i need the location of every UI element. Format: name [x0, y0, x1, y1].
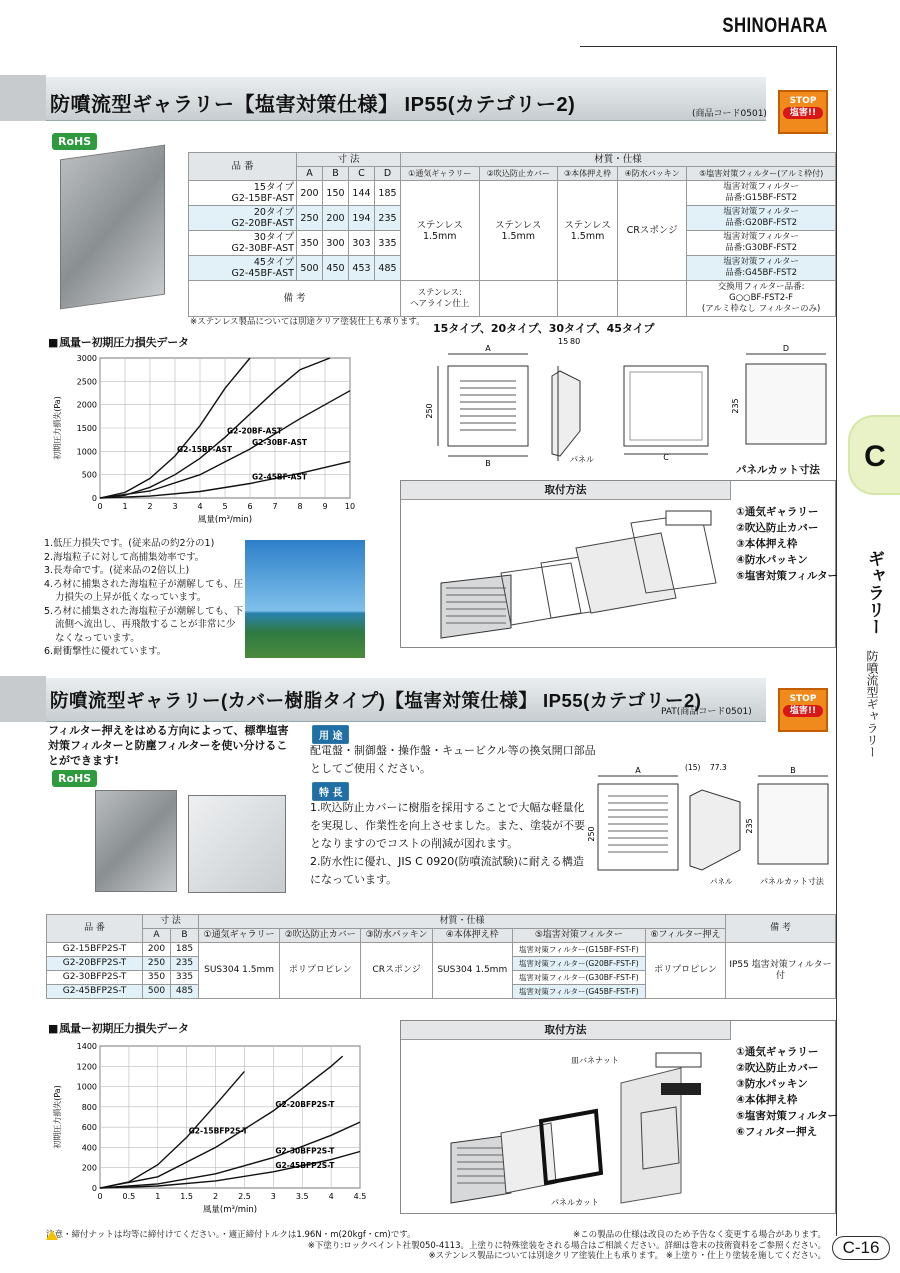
- cell-filter-a: 塩害対策フィルター: [723, 207, 799, 217]
- th-mat-3: ③本体押え枠: [558, 167, 618, 181]
- cell-mat-4: CRスポンジ: [618, 181, 687, 281]
- legend-item: ③本体押え枠: [736, 538, 798, 550]
- header-rule: [580, 46, 836, 47]
- dim-15-label: 15: [558, 337, 569, 346]
- cell2-mat-2: ポリプロピレン: [280, 943, 361, 999]
- section2-band-left: [0, 676, 46, 722]
- dim2-77-label: 77.3: [710, 763, 727, 772]
- y-tick-label: 2500: [76, 377, 97, 387]
- dim2-b-label: B: [790, 766, 796, 775]
- th-mat-4: ④防水パッキン: [618, 167, 687, 181]
- dim-c-label: C: [663, 453, 669, 462]
- section1-code: (商品コード0501): [692, 109, 767, 119]
- panel-label-1: パネル: [570, 455, 594, 464]
- cell-filter-b: 品番:G20BF-FST2: [725, 218, 798, 228]
- th-dim-c: C: [349, 167, 375, 181]
- cell: 485: [375, 256, 401, 281]
- pcut-label: パネルカット: [551, 1198, 599, 1207]
- y-tick-label: 200: [81, 1163, 97, 1173]
- row-model: G2-20BF-AST: [231, 218, 294, 229]
- table-row: [47, 943, 836, 957]
- cell: 150: [323, 181, 349, 206]
- section1-band-left: [0, 75, 46, 121]
- spec-table-2: [46, 914, 836, 999]
- row-type: 15タイプ: [253, 182, 294, 193]
- x-tick-label: 3: [270, 1192, 276, 1201]
- cell-filter: 塩害対策フィルター(G20BF-FST-F): [512, 957, 645, 971]
- legend-item: ④本体押え枠: [736, 1094, 798, 1106]
- th-hinban-2: 品 番: [47, 915, 143, 943]
- th2-mat-2: ②吹込防止カバー: [280, 929, 361, 943]
- x-tick-label: 9: [322, 502, 328, 511]
- footer-notes: [46, 1230, 826, 1262]
- category-tab: C: [848, 415, 900, 495]
- chart-2: [48, 1040, 368, 1220]
- tokucho-list: [310, 799, 590, 889]
- tokucho-badge: 特 長: [312, 782, 349, 801]
- install-title-1: 取付方法: [401, 481, 731, 500]
- y-axis-label: 初期圧力損失(Pa): [53, 1085, 62, 1149]
- x-tick-label: 0: [97, 1192, 103, 1201]
- cell: 350: [297, 231, 323, 256]
- dim-b-label: B: [485, 459, 491, 468]
- dim-250-label: 250: [425, 403, 434, 419]
- table-row: [189, 181, 836, 206]
- legend-item: ③防水パッキン: [736, 1078, 808, 1090]
- row-model: G2-15BF-AST: [231, 193, 294, 204]
- cell: 185: [375, 181, 401, 206]
- rohs-badge-1: RoHS: [52, 133, 97, 150]
- graph1-title: ■ 風量ー初期圧力損失データ: [48, 334, 189, 350]
- page-number: C-16: [832, 1236, 890, 1260]
- th-mat-5: ⑤塩害対策フィルター(アルミ枠付): [687, 167, 836, 181]
- install-legend-1: [736, 504, 838, 584]
- cell-filter-a: 塩害対策フィルター: [723, 232, 799, 242]
- y-tick-label: 400: [81, 1143, 97, 1153]
- spec-table-1: [188, 152, 836, 317]
- stop-badge-2: STOP 塩害!!: [778, 688, 828, 732]
- cell: 200: [143, 943, 171, 957]
- x-axis-label: 風量(m³/min): [197, 515, 253, 525]
- category-label: ギャラリー: [864, 550, 884, 635]
- th2-mat-3: ③防水パッキン: [361, 929, 432, 943]
- series-label: G2-15BF-AST: [177, 445, 232, 454]
- series-label: G2-15BFP2S-T: [188, 1126, 248, 1136]
- cell-filter-a: 塩害対策フィルター: [723, 257, 799, 267]
- cell-filter-b: 品番:G15BF-FST2: [725, 193, 798, 203]
- cell-filter: 塩害対策フィルター(G45BF-FST-F): [512, 985, 645, 999]
- th2-dim-b: B: [171, 929, 199, 943]
- series-label: G2-20BF-AST: [227, 426, 282, 436]
- cell: 235: [375, 206, 401, 231]
- x-tick-label: 2: [147, 502, 153, 511]
- sara-label: 皿バネナット: [571, 1056, 619, 1065]
- x-tick-label: 8: [297, 502, 303, 511]
- feature-item: 4.ろ材に捕集された海塩粒子が潮解しても、圧力損失の上昇が低くなっています。: [44, 578, 244, 603]
- cell-biko-5c: (アルミ枠なし フィルターのみ): [701, 304, 821, 314]
- feature-item: 6.耐衝撃性に優れています。: [44, 646, 167, 657]
- cell: 335: [171, 971, 199, 985]
- tokucho-item: 1.吹込防止カバーに樹脂を採用することで大幅な軽量化を実現し、作業性を向上させました。また、塗装が不要となりますのでコストの削減が図れます。: [310, 801, 585, 850]
- product-photo-1: [60, 145, 165, 310]
- cell-model: G2-45BFP2S-T: [47, 985, 143, 999]
- legend-item: ①通気ギャラリー: [736, 506, 819, 518]
- cell: 250: [143, 957, 171, 971]
- th-zaishitsu: 材質・仕様: [401, 153, 836, 167]
- y-tick-label: 1000: [76, 447, 97, 457]
- cell-filter: 塩害対策フィルター(G30BF-FST-F): [512, 971, 645, 985]
- stop-badge-1: STOP 塩害!!: [778, 90, 828, 134]
- cell: 453: [349, 256, 375, 281]
- cell: 194: [349, 206, 375, 231]
- cell-model: G2-15BFP2S-T: [47, 943, 143, 957]
- cell: 350: [143, 971, 171, 985]
- section2-code: PAT(商品コード0501): [661, 707, 752, 717]
- th-mat-1: ①通気ギャラリー: [401, 167, 480, 181]
- th2-mat-6: ⑥フィルター押え: [645, 929, 725, 943]
- dim-d-label: D: [782, 344, 790, 353]
- legend-item: ⑤塩害対策フィルター: [736, 1110, 839, 1122]
- th-dim-d: D: [375, 167, 401, 181]
- row-model: G2-30BF-AST: [231, 243, 294, 254]
- y-tick-label: 1000: [76, 1082, 97, 1092]
- panel-cut-title-2: パネルカット寸法: [760, 877, 824, 886]
- x-tick-label: 3.5: [295, 1192, 309, 1201]
- y-tick-label: 600: [81, 1123, 97, 1133]
- dim2-15-label: (15): [685, 763, 701, 772]
- feature-item: 1.低圧力損失です。(従来品の約2分の1): [44, 538, 215, 549]
- y-tick-label: 0: [91, 494, 97, 503]
- feature-item: 5.ろ材に捕集された海塩粒子が潮解しても、下流側へ流出し、再飛散することが非常に少なくなっています。: [44, 605, 244, 644]
- wind-turbine-photo: [245, 540, 365, 658]
- th-hinban: 品 番: [189, 153, 297, 181]
- features-list-1: [44, 537, 244, 659]
- cell: 200: [323, 206, 349, 231]
- th2-dim-a: A: [143, 929, 171, 943]
- y-tick-label: 0: [91, 1184, 97, 1193]
- dim-a-label: A: [485, 344, 491, 353]
- y-tick-label: 1500: [76, 424, 97, 433]
- dim-235-label: 235: [731, 398, 740, 414]
- cell: 300: [323, 231, 349, 256]
- cell2-mat-1: SUS304 1.5mm: [199, 943, 280, 999]
- dims1-title: 15タイプ、20タイプ、30タイプ、45タイプ: [433, 322, 655, 335]
- x-tick-label: 6: [247, 502, 253, 511]
- cell: 303: [349, 231, 375, 256]
- y-tick-label: 3000: [76, 354, 97, 363]
- cell-model: G2-20BFP2S-T: [47, 957, 143, 971]
- panel-label-2: パネル: [710, 877, 733, 886]
- cell-filter-b: 品番:G30BF-FST2: [725, 243, 798, 253]
- x-tick-label: 2.5: [238, 1192, 251, 1201]
- panel-cut-title-1: パネルカット寸法: [736, 464, 820, 476]
- x-tick-label: 4.5: [353, 1192, 367, 1201]
- y-tick-label: 800: [81, 1102, 97, 1112]
- dim-80-label: 80: [570, 337, 581, 346]
- legend-item: ②吹込防止カバー: [736, 1062, 819, 1074]
- graph2-title: ■ 風量ー初期圧力損失データ: [48, 1020, 189, 1036]
- y-tick-label: 2000: [76, 400, 97, 410]
- x-axis-label: 風量(m³/min): [202, 1205, 258, 1215]
- th2-mat-4: ④本体押え枠: [432, 929, 512, 943]
- product-photo-2a: [95, 790, 177, 892]
- row-type: 30タイプ: [253, 232, 294, 243]
- cell-mat-3: ステンレス 1.5mm: [558, 181, 618, 281]
- dim2-a-label: A: [635, 766, 641, 775]
- footer-line-2: ※下塗り:ロックペイント社製050-4113。上塗りに特殊塗装をされる場合はご相談ください。詳細は巻末の技術資料をご参照ください。: [307, 1240, 826, 1251]
- table1-note: ※ステンレス製品については別途クリア塗装仕上も承ります。: [190, 317, 425, 327]
- cell2-mat-6: ポリプロピレン: [645, 943, 725, 999]
- category-sub-label: 防噴流型ギャラリー: [865, 650, 879, 758]
- install-title-2: 取付方法: [401, 1021, 731, 1040]
- cell2-mat-3: CRスポンジ: [361, 943, 432, 999]
- x-tick-label: 4: [328, 1192, 334, 1201]
- th2-mat-5: ⑤塩害対策フィルター: [512, 929, 645, 943]
- x-tick-label: 3: [172, 502, 178, 511]
- x-tick-label: 1: [155, 1192, 161, 1201]
- row-model: G2-45BF-AST: [231, 268, 294, 279]
- install-legend-2: [736, 1044, 838, 1140]
- cell: 185: [171, 943, 199, 957]
- cell-mat-1: ステンレス 1.5mm: [401, 181, 480, 281]
- install-diagram-1: [431, 503, 721, 643]
- dim2-250-label: 250: [587, 826, 596, 842]
- yoto-text: 配電盤・制御盤・操作盤・キュービクル等の換気開口部品としてご使用ください。: [310, 744, 596, 775]
- cell-model: G2-30BFP2S-T: [47, 971, 143, 985]
- section2-title: 防噴流型ギャラリー(カバー樹脂タイプ)【塩害対策仕様】 IP55(カテゴリー2): [50, 690, 702, 711]
- chart-1: [48, 352, 358, 530]
- product-photo-2b: [188, 795, 286, 893]
- x-tick-label: 2: [213, 1192, 219, 1201]
- footer-line-1r: ※この製品の仕様は改良のため予告なく変更する場合があります。: [573, 1230, 826, 1240]
- cell: 485: [171, 985, 199, 999]
- yoto-badge: 用 途: [312, 725, 349, 744]
- brand-logo: SHINOHARA: [722, 14, 828, 37]
- cell: 335: [375, 231, 401, 256]
- cell: 144: [349, 181, 375, 206]
- cell: 235: [171, 957, 199, 971]
- x-tick-label: 0: [97, 502, 103, 511]
- series-label: G2-20BFP2S-T: [275, 1099, 335, 1109]
- cell-filter-b: 品番:G45BF-FST2: [725, 268, 798, 278]
- row-type: 20タイプ: [253, 207, 294, 218]
- x-tick-label: 5: [222, 502, 228, 511]
- row-type: 45タイプ: [253, 257, 294, 268]
- x-tick-label: 1: [122, 502, 128, 511]
- y-tick-label: 1400: [76, 1042, 97, 1051]
- cell-biko: 備 考: [189, 281, 401, 317]
- dimension-drawing-2: [587, 762, 830, 890]
- tokucho-item: 2.防水性に優れ、JIS C 0920(防噴流試験)に耐える構造になっています。: [310, 855, 584, 886]
- legend-item: ⑤塩害対策フィルター: [736, 570, 839, 582]
- legend-item: ⑥フィルター押え: [736, 1126, 818, 1138]
- feature-item: 2.海塩粒子に対して高捕集効率です。: [44, 551, 205, 563]
- footer-line-3r: ※上塗り・仕上り塗装を施してください。: [665, 1251, 826, 1261]
- legend-item: ④防水パッキン: [736, 554, 808, 566]
- footer-line-3: ※ステンレス製品については別途クリア塗装仕上も承ります。: [428, 1251, 664, 1261]
- th-dim-b: B: [323, 167, 349, 181]
- series-label: G2-30BF-AST: [252, 438, 307, 447]
- x-tick-label: 4: [197, 502, 203, 511]
- th-sunpo: 寸 法: [297, 153, 401, 167]
- legend-item: ②吹込防止カバー: [736, 522, 819, 534]
- rohs-badge-2: RoHS: [52, 770, 97, 787]
- cell: 500: [143, 985, 171, 999]
- cell-biko-5b: G○○BF-FST2-F: [729, 293, 794, 303]
- section1-title: 防噴流型ギャラリー【塩害対策仕様】 IP55(カテゴリー2): [50, 94, 576, 116]
- cell-filter: 塩害対策フィルター(G15BF-FST-F): [512, 943, 645, 957]
- y-tick-label: 1200: [76, 1062, 97, 1072]
- th-mat-2: ②吹込防止カバー: [479, 167, 558, 181]
- x-tick-label: 10: [344, 502, 356, 511]
- cell: 250: [297, 206, 323, 231]
- legend-item: ①通気ギャラリー: [736, 1046, 819, 1058]
- x-tick-label: 0.5: [122, 1192, 136, 1201]
- warning-icon: [46, 1230, 58, 1240]
- dimension-drawing-1: [420, 336, 840, 476]
- x-tick-label: 1.5: [180, 1192, 194, 1201]
- series-label: G2-45BFP2S-T: [275, 1160, 335, 1170]
- cell: 450: [323, 256, 349, 281]
- feature-item: 3.長寿命です。(従来品の2倍以上): [44, 565, 190, 576]
- x-tick-label: 7: [272, 502, 278, 511]
- cell: 500: [297, 256, 323, 281]
- th-dim-a: A: [297, 167, 323, 181]
- cell-biko-5a: 交換用フィルター品番:: [717, 282, 805, 292]
- cell-mat-2: ステンレス 1.5mm: [479, 181, 558, 281]
- cell2-mat-4: SUS304 1.5mm: [432, 943, 512, 999]
- cell: 200: [297, 181, 323, 206]
- cell-filter-a: 塩害対策フィルター: [723, 182, 799, 192]
- y-axis-label: 初期圧力損失(Pa): [53, 396, 62, 460]
- th-biko-2: 備 考: [726, 915, 836, 943]
- th-zaishitsu-2: 材質・仕様: [199, 915, 726, 929]
- th2-mat-1: ①通気ギャラリー: [199, 929, 280, 943]
- series-label: G2-30BFP2S-T: [275, 1146, 335, 1156]
- footer-line-1: 注意・締付ナットは均等に締付けてください。・適正締付トルクは1.96N・m(20kgf・cm)です。: [46, 1230, 416, 1240]
- section2-intro: フィルター押えをはめる方向によって、標準塩害対策フィルターと防塵フィルターを使い分けることができます!: [48, 724, 289, 767]
- series-label: G2-45BF-AST: [252, 472, 307, 482]
- install-diagram-2: [421, 1043, 726, 1211]
- cell2-biko: IP55 塩害対策フィルター付: [726, 943, 836, 999]
- dim2-235-label: 235: [745, 818, 754, 834]
- cell-biko-1: ステンレス: ヘアライン仕上: [401, 281, 480, 317]
- th-sunpo-2: 寸 法: [143, 915, 199, 929]
- y-tick-label: 500: [81, 470, 97, 480]
